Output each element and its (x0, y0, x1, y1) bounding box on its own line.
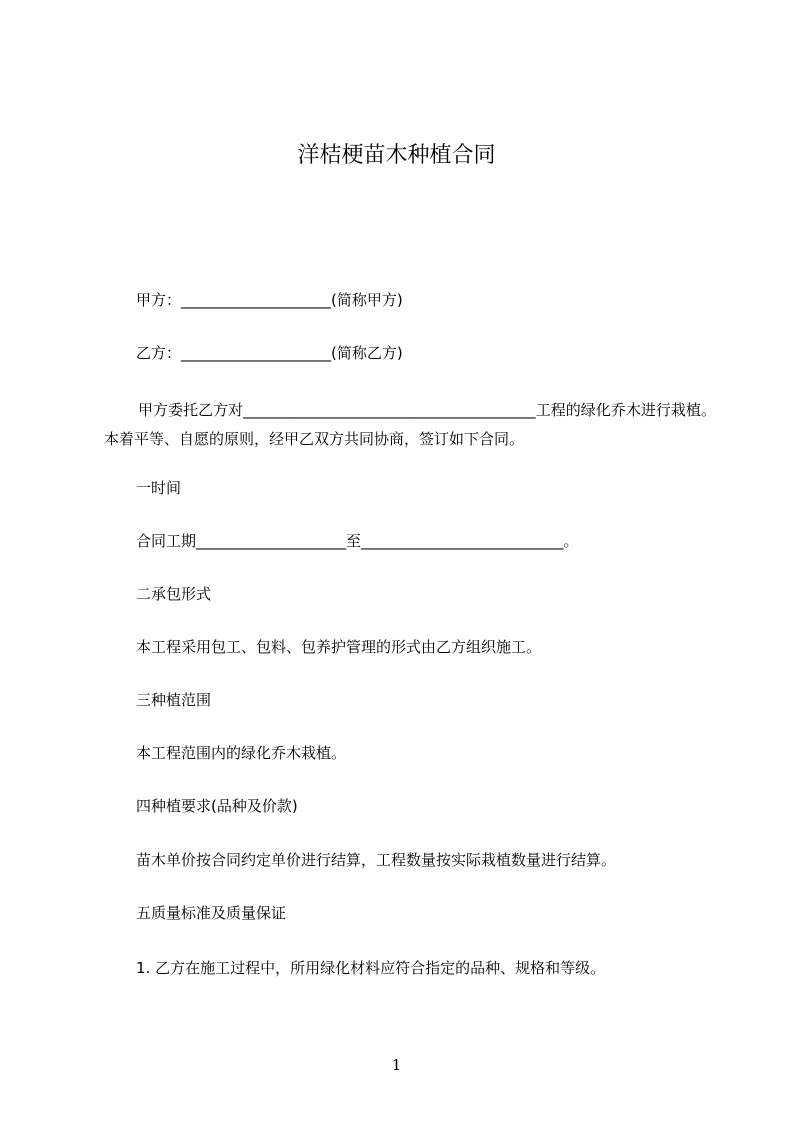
section-4-heading: 四种植要求(品种及价款) (136, 797, 298, 815)
section-2-heading: 二承包形式 (136, 585, 212, 603)
section-1-heading: 一时间 (136, 479, 182, 497)
section-4-text: 苗木单价按合同约定单价进行结算，工程数量按实际栽植数量进行结算。 (136, 851, 617, 869)
section-3-heading: 三种植范围 (136, 691, 212, 709)
party-a-line: 甲方：____________________(简称甲方) (136, 291, 403, 309)
section-5-heading: 五质量标准及质量保证 (136, 904, 287, 922)
page-number: 1 (391, 1056, 402, 1074)
section-2-text: 本工程采用包工、包料、包养护管理的形式由乙方组织施工。 (136, 638, 542, 656)
party-b-line: 乙方：____________________(简称乙方) (136, 344, 403, 362)
section-3-text: 本工程范围内的绿化乔木栽植。 (136, 744, 347, 762)
document-title: 洋桔梗苗木种植合同 (297, 143, 496, 168)
contract-period-line: 合同工期____________________至___________________________。 (136, 532, 579, 550)
intro-paragraph: 甲方委托乙方对_______________________________________工程的绿化乔木进行栽植。本着平等、自愿的原则，经甲乙双方共同协商，签订如下合同。 (104, 401, 716, 448)
section-5-item-1: 1. 乙方在施工过程中，所用绿化材料应符合指定的品种、规格和等级。 (136, 959, 606, 977)
